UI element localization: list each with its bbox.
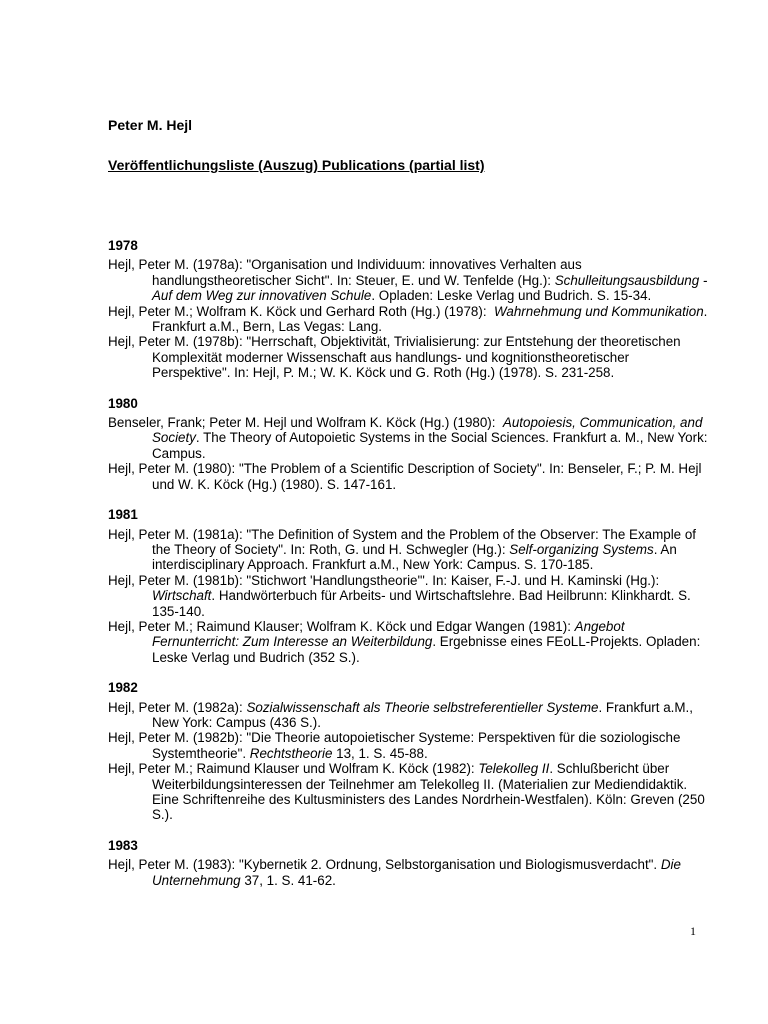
year-section-1980 xyxy=(108,396,708,492)
year-heading: 1983 xyxy=(108,837,138,853)
publication-entry: Hejl, Peter M. (1983): "Kybernetik 2. Ordnung, Selbstorganisation und Biologismusverdacht". Die Unternehmung 37, 1. S. 41-62. xyxy=(108,857,681,888)
publication-entry: Hejl, Peter M. (1980): "The Problem of a Scientific Description of Society". In: Benseler, F.; P. M. Hejl und W. K. Köck (Hg.) (1980). S. 147-161. xyxy=(108,461,702,492)
publication-entry: Hejl, Peter M.; Wolfram K. Köck und Gerhard Roth (Hg.) (1978): Wahrnehmung und Kommunikation. Frankfurt a.M., Bern, Las Vegas: Lang. xyxy=(108,303,708,335)
year-section-1981 xyxy=(108,507,708,665)
author-name: Peter M. Hejl xyxy=(108,117,193,133)
year-heading: 1982 xyxy=(108,680,138,696)
publication-entry: Hejl, Peter M.; Raimund Klauser; Wolfram K. Köck und Edgar Wangen (1981): Angebot Fernunterricht: Zum Interesse an Weiterbildung. Ergebnisse eines FEoLL-Projekts. Opladen: Leske Verlag und Budrich (352 S.). xyxy=(108,618,701,665)
publication-entry: Hejl, Peter M. (1981a): "The Definition of System and the Problem of the Observer: The Example of the Theory of Society". In: Roth, G. und H. Schwegler (Hg.): Self-organizing Systems. An interdisciplinary Approach. Frankfurt a.M., New York: Campus. S. 170-185. xyxy=(108,526,697,573)
year-section-1982 xyxy=(108,680,708,823)
publication-entry: Hejl, Peter M. (1978b): "Herrschaft, Objektivität, Trivialisierung: zur Entstehung der theoretischen Komplexität moderner Wissenschaft aus handlungs- und kognitionstheoretischer Perspektive". In: Hejl, P. M.; W. K. Köck und G. Roth (Hg.) (1978). S. 231-258. xyxy=(108,334,681,381)
publication-entry: Hejl, Peter M. (1982a): Sozialwissenschaft als Theorie selbstreferentieller Systeme. Frankfurt a.M., New York: Campus (436 S.). xyxy=(108,699,693,730)
page-title: Veröffentlichungsliste (Auszug) Publications (partial list) xyxy=(108,157,485,173)
page-number: 1 xyxy=(690,924,696,938)
publication-entry: Hejl, Peter M. (1981b): "Stichwort 'Handlungstheorie'". In: Kaiser, F.-J. und H. Kaminski (Hg.): Wirtschaft. Handwörterbuch für Arbeits- und Wirtschaftslehre. Bad Heilbrunn: Klinkhardt. S. 135-140. xyxy=(108,572,691,619)
publication-list xyxy=(108,238,708,903)
year-heading: 1980 xyxy=(108,395,138,411)
publication-entry: Hejl, Peter M. (1978a): "Organisation und Individuum: innovatives Verhalten aus handlungstheoretischer Sicht". In: Steuer, E. und W. Tenfelde (Hg.): Schulleitungsausbildung - Auf dem Weg zur innovativen Schule. Opladen: Leske Verlag und Budrich. S. 15-34. xyxy=(108,257,708,304)
publication-entry: Hejl, Peter M.; Raimund Klauser und Wolfram K. Köck (1982): Telekolleg II. Schlußbericht über Weiterbildungsinteressen der Teilnehmer am Telekolleg II. (Materialien zur Mediendidaktik. Eine Schriftenreihe des Kultusministers des Landes Nordrhein-Westfalen). Köln: Greven (250 S.). xyxy=(108,761,705,823)
publication-entry: Hejl, Peter M. (1982b): "Die Theorie autopoietischer Systeme: Perspektiven für die soziologische Systemtheorie". Rechtstheorie 13, 1. S. 45-88. xyxy=(108,730,681,761)
year-section-1983 xyxy=(108,838,708,888)
year-heading: 1981 xyxy=(108,507,138,523)
publication-entry: Benseler, Frank; Peter M. Hejl und Wolfram K. Köck (Hg.) (1980): Autopoiesis, Communication, and Society. The Theory of Autopoietic Systems in the Social Sciences. Frankfurt a. M., New York: Campus. xyxy=(108,415,708,461)
year-section-1978 xyxy=(108,238,708,381)
year-heading: 1978 xyxy=(108,238,138,253)
